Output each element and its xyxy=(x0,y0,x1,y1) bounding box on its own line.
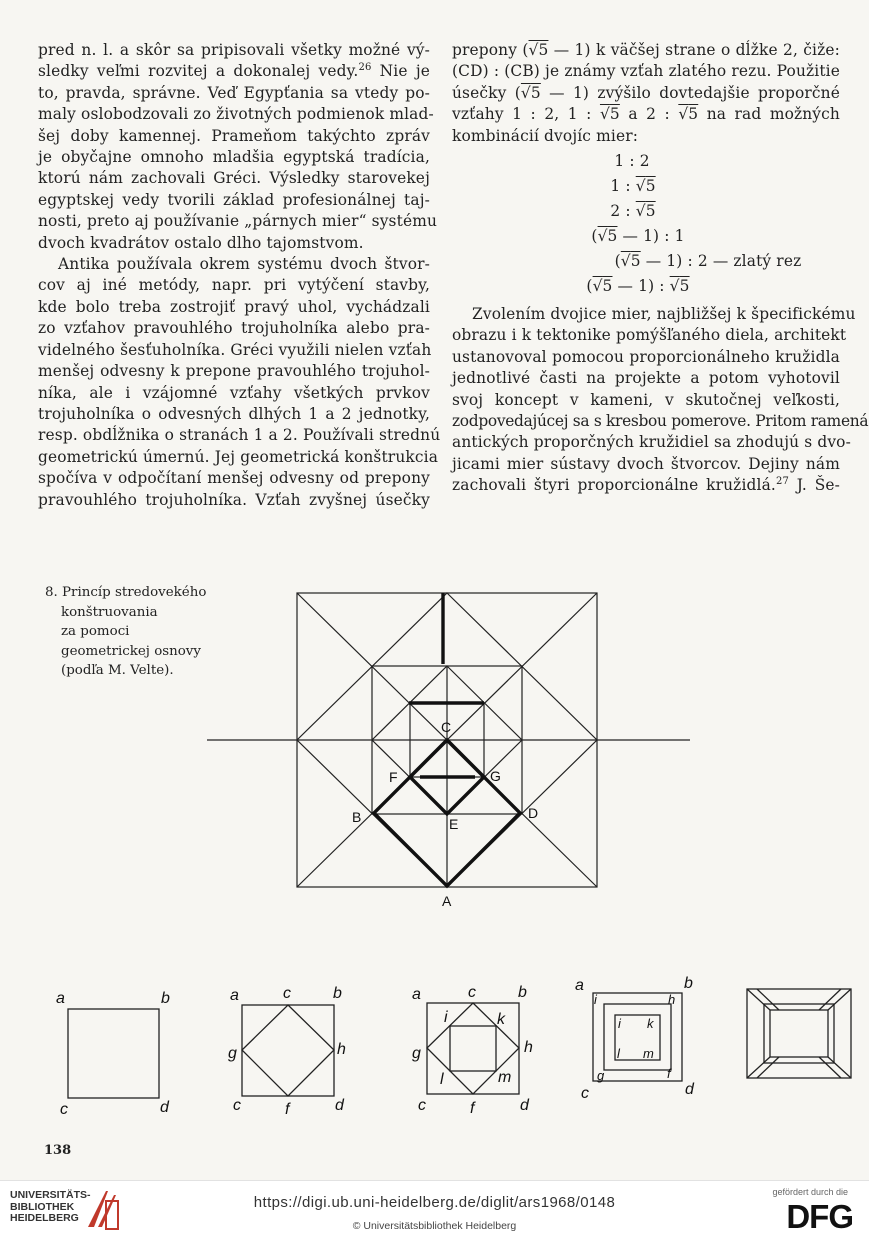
text-line: obrazu i k tektonike pomýšľaného diela, architekt xyxy=(452,326,847,345)
ratio-item: 1 : √5 xyxy=(610,177,656,196)
sketch-label: g xyxy=(412,1045,421,1062)
sketch-5-corner-line xyxy=(747,1057,770,1078)
sketch-label: f xyxy=(667,1066,671,1081)
sketch-5-corner-line xyxy=(819,989,841,1010)
sketch-5-corner-line xyxy=(757,1057,779,1078)
text-line: níka, ale i vzájomné vzťahy všetkých prvkov xyxy=(38,383,430,402)
copyright-notice: © Universitätsbibliothek Heidelberg xyxy=(352,1220,517,1232)
sketch-label: c xyxy=(283,985,291,1002)
sketch-label: d xyxy=(335,1097,344,1114)
text-line: zodpovedajúcej sa s kresbou pomerove. Pritom ramená xyxy=(452,412,869,431)
sketch-label: m xyxy=(498,1069,512,1086)
sketch-label: d xyxy=(160,1099,169,1116)
sketch-label: i xyxy=(618,1016,621,1031)
text-line: (CD) : (CB) je známy vzťah zlatého rezu. Použitie xyxy=(452,62,840,81)
sketch-label: b xyxy=(161,990,170,1007)
text-line: pred n. l. a skôr sa pripisovali všetky možné vý- xyxy=(38,41,430,59)
text-line: kde bolo treba zostrojiť pravý uhol, vychádzali xyxy=(38,297,430,316)
text-line: Zvolením dvojice mier, najbližšej k špecifickému xyxy=(472,305,856,324)
sketch-label: a xyxy=(575,977,584,994)
page-number: 138 xyxy=(44,1143,72,1158)
text-line: zachovali štyri proporcionálne kružidlá.$^{27}$ J. Še- xyxy=(452,476,840,495)
sketch-label: i xyxy=(444,1009,448,1026)
sqrt-symbol: √5 xyxy=(520,83,541,102)
sketch-label: d xyxy=(520,1097,529,1114)
geometric-construction-figure xyxy=(200,582,700,912)
label-g: G xyxy=(490,768,501,784)
text-line: vzťahy 1 : 2, 1 : √5 a 2 : √5 na rad možných xyxy=(452,105,840,124)
sketch-label: c xyxy=(581,1085,589,1102)
sketch-label: h xyxy=(337,1041,346,1058)
text-line: svoj koncept v kameni, v skutočnej veľkosti, xyxy=(452,390,840,409)
text-line: menšej odvesny k prepone pravouhlého trojuhol- xyxy=(38,362,430,381)
sketch-label: c xyxy=(468,984,476,1001)
ratio-item: (√5 — 1) : 2 — zlatý rez xyxy=(614,252,802,271)
sketch-label: b xyxy=(333,985,342,1002)
university-library-logo[interactable]: UNIVERSITÄTS- BIBLIOTHEK HEIDELBERG xyxy=(10,1189,91,1224)
sketch-label: i xyxy=(594,992,597,1007)
sketch-5-corner-line xyxy=(828,989,851,1010)
text-line: geometrickú úmernú. Jej geometrická konštrukcia xyxy=(38,447,439,466)
label-d: D xyxy=(528,805,539,821)
text-line: spočíva v odpočítaní menšej odvesny od prepony xyxy=(38,469,430,488)
text-line: trojuholníka o odvesných dlhých 1 a 2 jednotky, xyxy=(38,404,430,423)
label-a: A xyxy=(442,893,452,909)
hand-sketches-row xyxy=(40,968,860,1118)
sketch-label: g xyxy=(597,1068,605,1083)
text-line: pravouhlého trojuholníka. Vzťah zvyšnej úsečky xyxy=(38,490,430,509)
text-line: ustanovoval pomocou proporcionálneho kružidla xyxy=(452,347,840,366)
text-line: resp. obdĺžnika o stranách 1 a 2. Používali strednú xyxy=(38,426,441,445)
sketch-label: k xyxy=(497,1011,505,1028)
text-line: je obyčajne omnoho mladšia egyptská tradícia, xyxy=(38,148,430,167)
sketch-2-square xyxy=(242,1005,334,1096)
footer-bar xyxy=(0,1180,869,1245)
ratio-item: 2 : √5 xyxy=(610,202,656,221)
right-text-column xyxy=(452,40,869,497)
text-line: to, pravda, správne. Veď Egypťania sa vtedy po- xyxy=(38,83,430,102)
sketch-label: m xyxy=(643,1046,654,1061)
sqrt-symbol: √5 xyxy=(528,41,549,59)
text-line: maly oslobodzovali zo životných podmienok mlad- xyxy=(38,105,434,124)
document-url-link[interactable]: https://digi.ub.uni-heidelberg.de/diglit/ars1968/0148 xyxy=(253,1194,616,1211)
sketch-label: a xyxy=(56,990,65,1007)
sketch-label: c xyxy=(60,1101,68,1118)
text-line: nosti, preto aj používanie „párnych mier“ systému xyxy=(38,212,438,231)
funding-label: gefördert durch die xyxy=(772,1187,848,1197)
ratio-item: 1 : 2 xyxy=(614,152,650,171)
text-line: dvoch kvadrátov ostalo dlho tajomstvom. xyxy=(38,233,364,252)
sketch-label: d xyxy=(685,1081,694,1098)
sketch-label: k xyxy=(647,1016,654,1031)
text-line: cov aj iné metódy, napr. pri vytýčení stavby, xyxy=(38,276,430,295)
sketch-5-corner-line xyxy=(828,1057,851,1078)
sketch-5-outer-square xyxy=(747,989,851,1078)
sketch-5-inner-square xyxy=(764,1004,834,1063)
text-line: šej doby kamennej. Prameňom takýchto zpráv xyxy=(38,126,430,145)
footnote-ref[interactable]: 26 xyxy=(358,62,372,74)
label-f: F xyxy=(389,769,398,785)
sketch-5-core-square xyxy=(770,1010,828,1057)
label-b: B xyxy=(352,809,362,825)
sketch-label: c xyxy=(233,1097,241,1114)
sketch-5-corner-line xyxy=(819,1057,841,1078)
sketch-label: f xyxy=(285,1101,290,1118)
sketch-3-inner-square xyxy=(450,1026,496,1071)
sketch-5-corner-line xyxy=(757,989,779,1010)
sketch-2-diamond xyxy=(242,1005,334,1096)
sketch-label: g xyxy=(228,1045,237,1062)
figure-caption: 8. Princíp stredovekého konštruovania za pomoci geometrickej osnovy (podľa M. Velte). xyxy=(45,585,207,679)
sketch-label: f xyxy=(470,1100,475,1117)
sqrt-symbol: √5 xyxy=(599,105,620,124)
text-line: jednotlivé časti na projekte a potom vyhotovil xyxy=(452,369,840,388)
footnote-ref[interactable]: 27 xyxy=(775,476,789,488)
text-line: sledky veľmi rozvitej a dokonalej vedy.$^{26}$ Nie je xyxy=(38,62,430,81)
sketch-label: l xyxy=(440,1071,444,1088)
dfg-logo[interactable]: DFG xyxy=(786,1198,853,1235)
sketch-label: a xyxy=(230,987,239,1004)
text-line: úsečky (√5 — 1) zvýšilo dovtedajšie proporčné xyxy=(452,83,840,102)
sketch-1-square xyxy=(68,1009,159,1098)
ratio-item: (√5 — 1) : √5 xyxy=(586,277,690,296)
text-line: egyptskej vedy tvorili základ profesionálnej taj- xyxy=(38,190,430,209)
ratio-list xyxy=(452,149,840,299)
sketch-label: b xyxy=(518,984,527,1001)
left-text-column xyxy=(38,40,441,511)
text-line: jicami mier sústavy dvoch štvorcov. Dejiny nám xyxy=(452,454,840,473)
sqrt-symbol: √5 xyxy=(678,105,699,124)
sketch-label: l xyxy=(617,1046,620,1061)
label-c: C xyxy=(441,719,452,735)
text-line: prepony (√5 — 1) k väčšej strane o dĺžke 2, čiže: xyxy=(452,41,840,59)
text-line: videlného šesťuholníka. Gréci využili nielen vzťah xyxy=(38,340,432,359)
text-line: zo vzťahov pravouhlého trojuholníka alebo pra- xyxy=(38,319,430,338)
sketch-label: a xyxy=(412,986,421,1003)
sketch-label: h xyxy=(668,992,676,1007)
label-e: E xyxy=(449,816,459,832)
text-line: kombinácií dvojíc mier: xyxy=(452,126,639,145)
sketch-label: h xyxy=(524,1039,533,1056)
text-line: antických proporčných kružidiel sa zhodujú s dvo- xyxy=(452,433,851,452)
sketch-label: c xyxy=(418,1097,426,1114)
ratio-item: (√5 — 1) : 1 xyxy=(591,227,685,246)
text-line: ktorú nám zachovali Gréci. Výsledky starovekej xyxy=(38,169,430,188)
sketch-label: b xyxy=(684,975,693,992)
text-line: Antika používala okrem systému dvoch štvor- xyxy=(58,255,430,274)
sketch-5-corner-line xyxy=(747,989,770,1010)
